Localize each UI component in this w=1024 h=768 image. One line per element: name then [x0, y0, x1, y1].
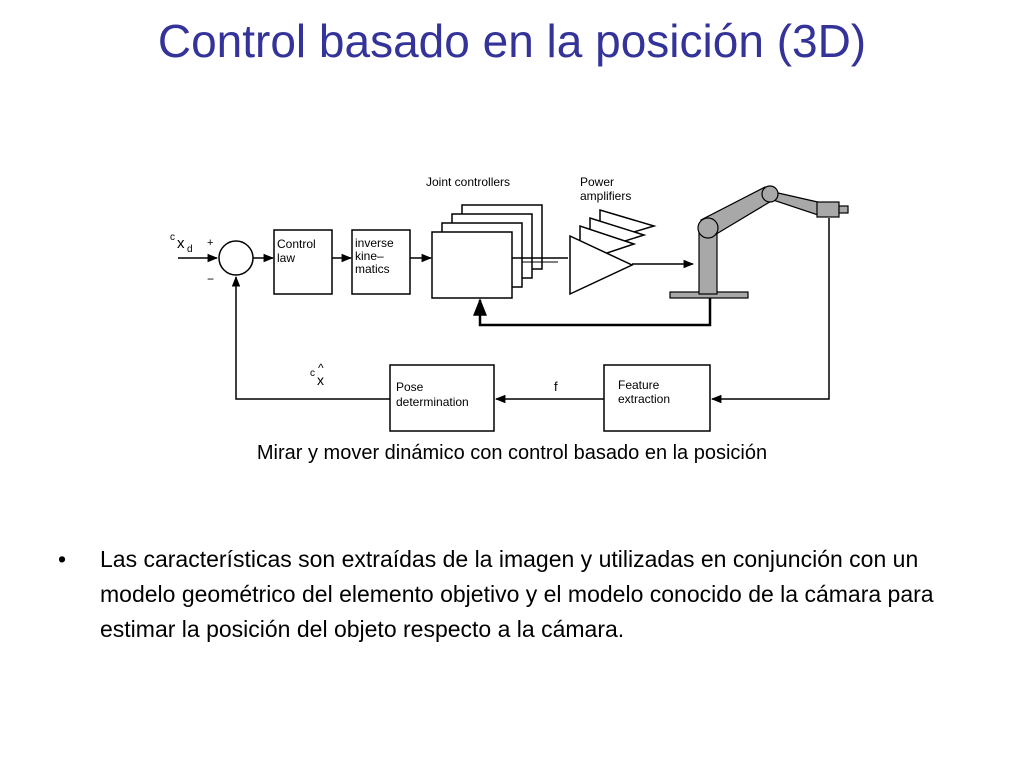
inverse-kinematics-label-3: matics	[355, 262, 390, 276]
bullet-text: Las características son extraídas de la imagen y utilizadas en conjunción con un modelo geométrico del elemento objetivo y el modelo conocido de la cámara para estimar la posición del objeto respecto a la cámara.	[100, 546, 934, 642]
svg-text:^: ^	[318, 361, 324, 375]
camera-icon	[817, 202, 839, 217]
feature-extraction-label-1: Feature	[618, 378, 660, 392]
bullet-list	[58, 542, 958, 647]
slide-title: Control basado en la posición (3D)	[157, 15, 867, 67]
inverse-kinematics-label-2: kine–	[355, 249, 384, 263]
estimated-pose-label	[310, 361, 324, 388]
pose-feedback-loop	[236, 277, 390, 399]
svg-text:c: c	[310, 368, 315, 379]
control-law-label-1: Control	[277, 237, 316, 251]
bullet-item	[58, 542, 958, 647]
joint-controllers-label: Joint controllers	[426, 175, 511, 189]
svg-text:x: x	[317, 372, 324, 388]
reference-label	[170, 232, 193, 255]
svg-text:c: c	[170, 232, 175, 243]
svg-text:x: x	[177, 235, 185, 252]
bullet-glyph: •	[58, 546, 67, 572]
power-amplifiers-stack	[570, 210, 654, 294]
minus-sign: −	[207, 272, 215, 286]
svg-text:d: d	[187, 244, 193, 255]
robot-arm	[670, 186, 848, 298]
plus-sign: +	[207, 237, 214, 249]
figure-caption: Mirar y mover dinámico con control basado en la posición	[256, 442, 768, 464]
joint-controllers-stack	[432, 205, 542, 298]
control-law-label-2: law	[277, 251, 296, 265]
power-amplifiers-label-1: Power	[580, 175, 615, 189]
inverse-kinematics-label-1: inverse	[355, 236, 394, 250]
summing-junction	[219, 241, 253, 275]
joint-controllers-block	[432, 232, 512, 298]
camera-signal-line	[712, 218, 829, 399]
power-amplifiers-label-2: amplifiers	[580, 189, 632, 203]
joint-feedback-loop	[480, 298, 710, 325]
block-diagram	[160, 160, 860, 440]
pose-determination-label-2: determination	[396, 395, 469, 409]
pose-determination-label-1: Pose	[396, 380, 424, 394]
feature-extraction-label-2: extraction	[618, 392, 671, 406]
feature-signal-label: f	[554, 379, 558, 394]
